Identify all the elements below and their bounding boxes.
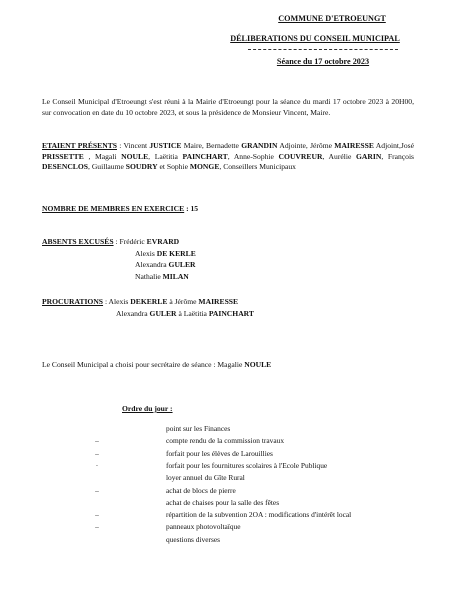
present-surname: DESENCLOS <box>42 162 89 172</box>
agenda-text: répartition de la subvention 2OA : modifications d'intérêt local <box>166 510 352 520</box>
intro-paragraph: Le Conseil Municipal d'Etroeungt s'est réuni à la Mairie d'Etroeungt pour la séance du mardi 17 octobre 2023 à 20H00, sur convocation en date du 10 octobre 2023, et sous la présidence de Monsieur Vincent, Maire. <box>42 97 414 117</box>
absents-block <box>42 236 196 282</box>
absents-separator: : <box>113 237 120 246</box>
agenda-text: point sur les Finances <box>166 424 231 433</box>
present-surname: PRISSETTE <box>42 151 84 161</box>
present-surname: COUVREUR <box>278 151 323 161</box>
absent-first: Alexandra <box>135 260 169 270</box>
agenda-bullet: – <box>95 436 99 446</box>
agenda-item <box>0 498 450 509</box>
present-text: Adjoint,José <box>373 141 414 150</box>
agenda-item <box>0 522 450 533</box>
present-text: , Guillaume <box>88 162 126 172</box>
secretaire-text: Le Conseil Municipal a choisi pour secrétaire de séance : Magalie <box>42 360 245 369</box>
membres-value: : 15 <box>184 204 199 213</box>
proc-giver-first: Alexis <box>108 297 131 306</box>
agenda-text: forfait pour les élèves de Larouillies <box>166 448 273 458</box>
present-text: , Conseillers Municipaux <box>219 162 296 172</box>
agenda-text: questions diverses <box>166 534 220 544</box>
proc-receiver-first: à Jérôme <box>167 297 199 306</box>
present-text: Maire, Bernadette <box>181 141 242 150</box>
absent-first: Alexis <box>135 248 157 258</box>
agenda-item <box>0 510 450 521</box>
absent-last: DE KERLE <box>156 248 196 258</box>
agenda-bullet: – <box>95 485 99 495</box>
absent-item <box>42 248 196 260</box>
proc-giver-first: Alexandra <box>116 308 150 318</box>
commune-heading: COMMUNE D'ETROEUNGT <box>278 14 386 23</box>
present-surname: PAINCHART <box>182 151 228 161</box>
agenda-text: compte rendu de la commission travaux <box>166 436 285 446</box>
agenda-text: forfait pour les fournitures scolaires à l'Ecole Publique <box>166 460 328 470</box>
absent-first: Nathalie <box>135 271 163 281</box>
header-divider <box>248 49 398 50</box>
present-text: Adjointe, Jérôme <box>277 141 335 150</box>
membres-line <box>42 204 198 213</box>
membres-label: NOMBRE DE MEMBRES EN EXERCICE <box>42 204 185 213</box>
present-surname: MAIRESSE <box>334 141 374 150</box>
absent-first: Frédéric <box>119 237 147 246</box>
absent-item <box>42 259 196 271</box>
procurations-block <box>42 296 254 320</box>
presents-separator: : <box>117 141 124 150</box>
agenda-text: loyer annuel du Gîte Rural <box>166 473 245 483</box>
agenda-item <box>0 535 450 546</box>
secretaire-line <box>42 360 271 369</box>
seance-date: Séance du 17 octobre 2023 <box>276 57 370 66</box>
proc-giver-last: GULER <box>149 308 177 318</box>
agenda-text: achat de chaises pour la salle des fêtes <box>166 497 280 507</box>
present-surname: GARIN <box>355 151 382 161</box>
presents-label: ETAIENT PRÉSENTS <box>42 141 117 150</box>
present-text: , Aurélie <box>322 151 356 161</box>
proc-receiver-last: MAIRESSE <box>198 297 239 306</box>
ordre-du-jour-title: Ordre du jour : <box>122 404 173 413</box>
present-text: Vincent <box>123 141 150 150</box>
procuration-line <box>42 296 254 308</box>
proc-receiver-first: à Laëtitia <box>176 308 209 318</box>
present-text: , Magali <box>83 151 122 161</box>
agenda-text: panneaux photovoltaïque <box>166 522 241 532</box>
procurations-separator: : <box>103 297 109 306</box>
absent-last: EVRARD <box>146 237 180 246</box>
agenda-item <box>0 473 450 484</box>
procuration-line <box>42 308 254 320</box>
absent-item <box>42 271 196 283</box>
present-text: , Laëtitia <box>148 151 183 161</box>
present-surname: SOUDRY <box>125 162 158 172</box>
present-text: , François <box>381 151 415 161</box>
present-text: , Anne-Sophie <box>227 151 279 161</box>
absent-last: GULER <box>168 260 196 270</box>
absents-line <box>42 236 196 248</box>
present-surname: GRANDIN <box>241 141 278 150</box>
present-surname: MONGE <box>189 162 220 172</box>
presents-paragraph <box>42 141 414 173</box>
secretaire-name: NOULE <box>244 360 272 369</box>
absent-last: MILAN <box>162 271 189 281</box>
agenda-item <box>0 424 450 435</box>
agenda-bullet: – <box>95 510 99 520</box>
proc-giver-last: DEKERLE <box>130 297 168 306</box>
agenda-item <box>0 461 450 472</box>
agenda-bullet: · <box>95 460 99 470</box>
agenda-item <box>0 436 450 447</box>
present-surname: JUSTICE <box>149 141 182 150</box>
procurations-label: PROCURATIONS <box>42 297 104 306</box>
present-surname: NOULE <box>121 151 149 161</box>
present-text: et Sophie <box>157 162 190 172</box>
agenda-bullet: – <box>95 522 99 532</box>
agenda-item <box>0 486 450 497</box>
proc-receiver-last: PAINCHART <box>208 308 254 318</box>
absents-label: ABSENTS EXCUSÉS <box>42 237 114 246</box>
agenda-bullet: – <box>95 448 99 458</box>
agenda-text: achat de blocs de pierre <box>166 485 236 495</box>
agenda-item <box>0 449 450 460</box>
deliberations-heading: DÉLIBERATIONS DU CONSEIL MUNICIPAL <box>230 34 400 43</box>
